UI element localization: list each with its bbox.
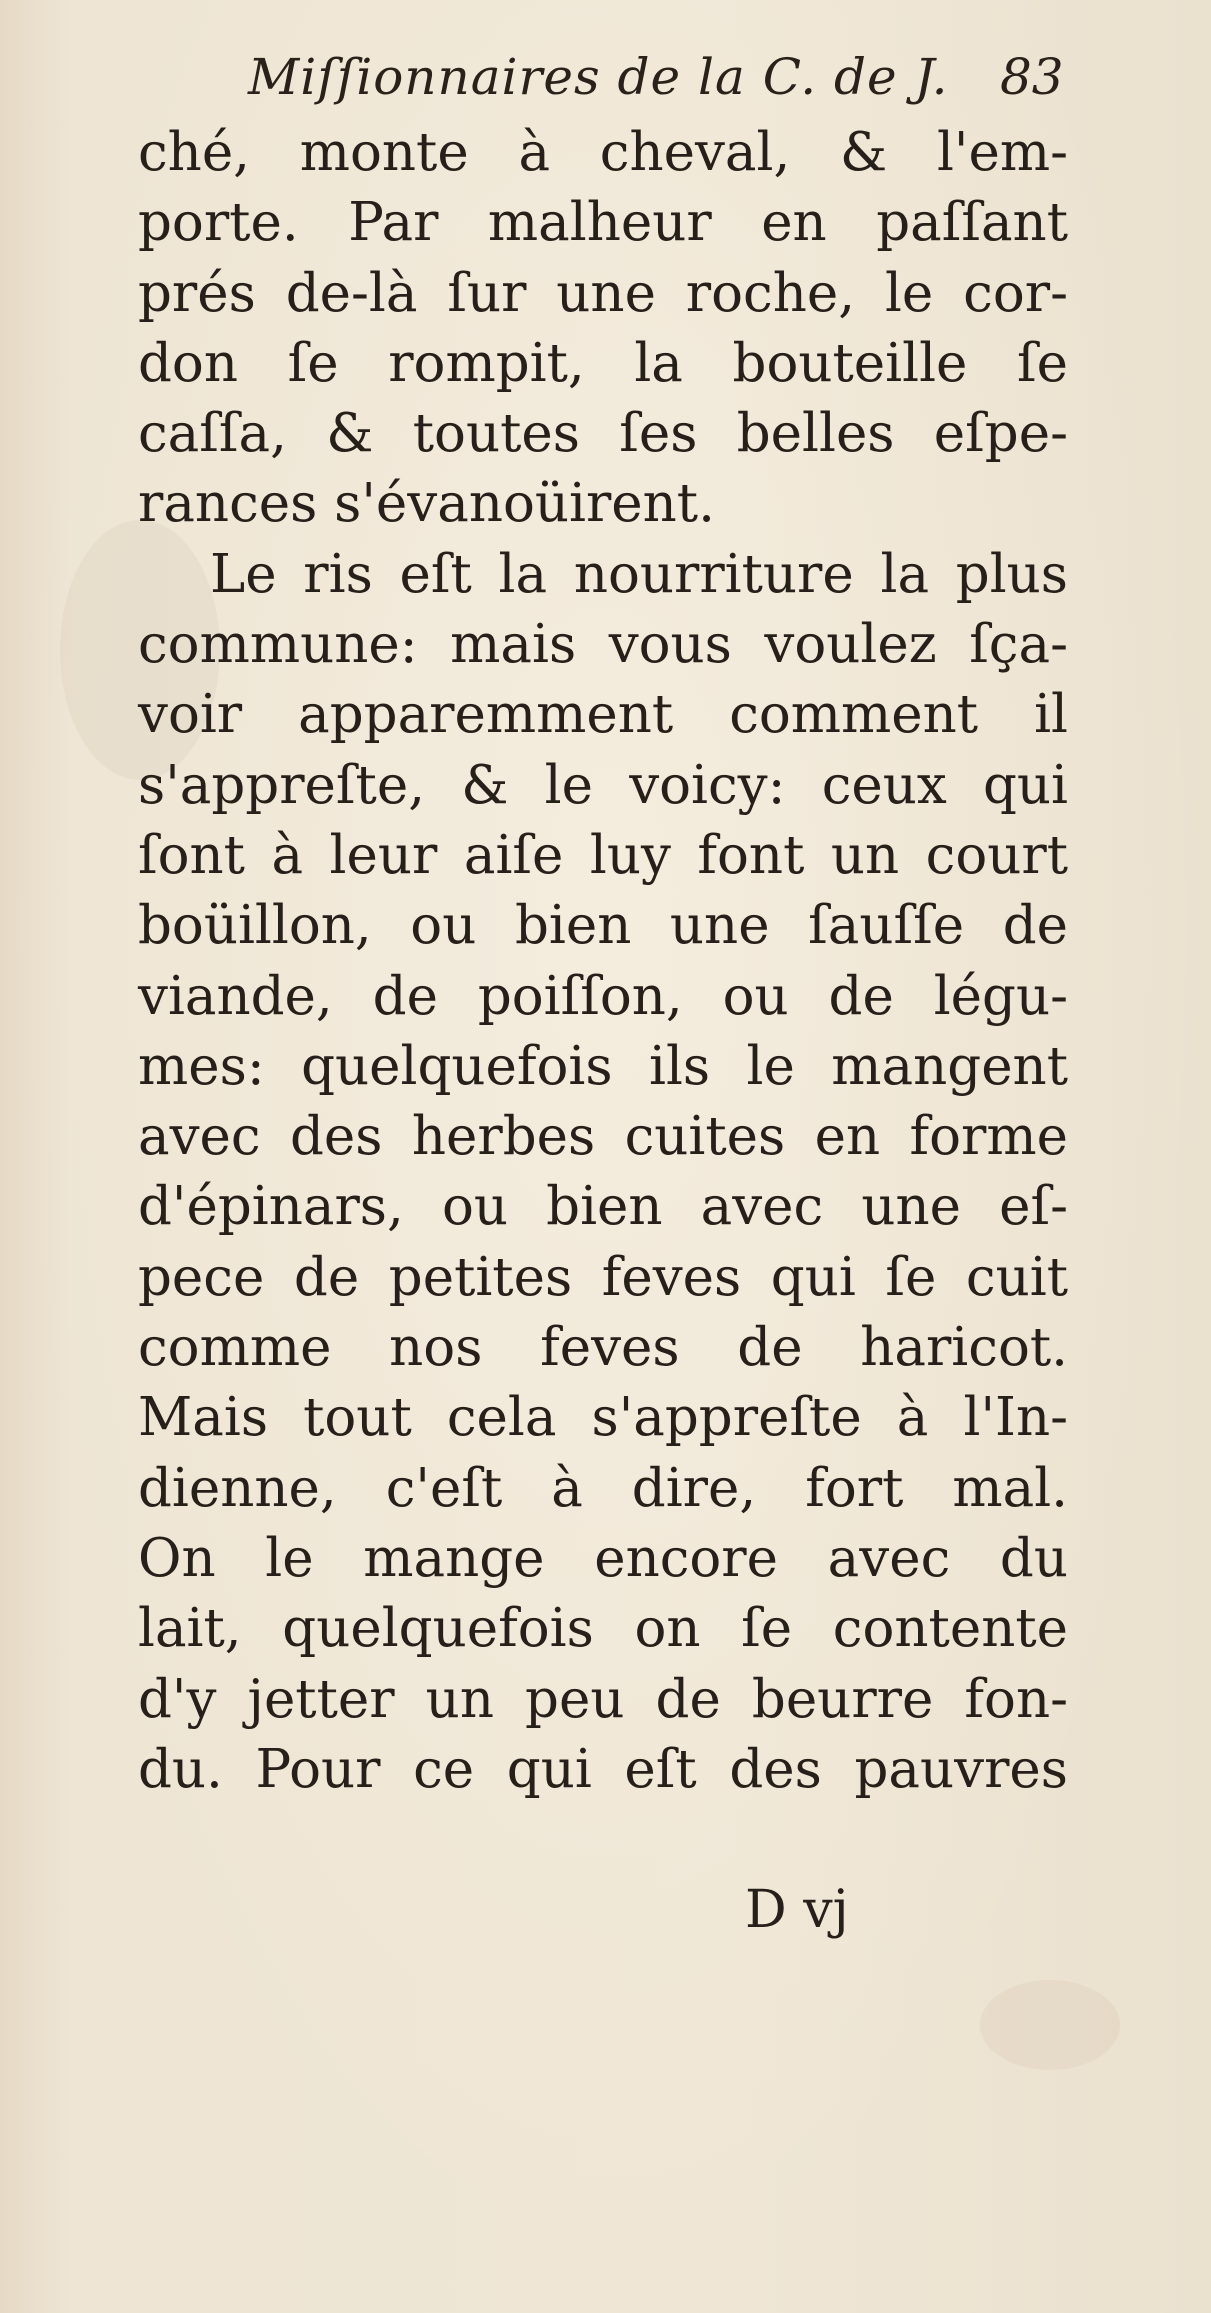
page-header bbox=[0, 48, 1211, 118]
text-line: du. Pour ce qui eſt des pauvres bbox=[138, 1738, 1068, 1800]
text-line: d'épinars, ou bien avec une eſ- bbox=[138, 1176, 1068, 1238]
text-line: On le mange encore avec du bbox=[138, 1527, 1068, 1589]
text-line: prés de-là ſur une roche, le cor- bbox=[138, 262, 1068, 324]
text-line: Le ris eſt la nourriture la plus bbox=[210, 543, 1068, 605]
text-line: Mais tout cela s'appreſte à l'In- bbox=[138, 1387, 1068, 1449]
text-line: commune: mais vous voulez ſça- bbox=[138, 614, 1068, 676]
text-line: caſſa, & toutes ſes belles eſpe- bbox=[138, 403, 1068, 465]
page-number: 83 bbox=[1000, 48, 1064, 106]
text-line: lait, quelquefois on ſe contente bbox=[138, 1598, 1068, 1660]
text-line: boüillon, ou bien une ſauſſe de bbox=[138, 895, 1068, 957]
text-line: mes: quelquefois ils le mangent bbox=[138, 1035, 1068, 1097]
text-line: comme nos feves de haricot. bbox=[138, 1317, 1068, 1379]
paragraph bbox=[138, 118, 1068, 540]
body-text bbox=[138, 118, 1068, 1805]
text-line: rances s'évanoüirent. bbox=[138, 473, 715, 535]
text-line: avec des herbes cuites en forme bbox=[138, 1106, 1068, 1168]
text-line: viande, de poiſſon, ou de légu- bbox=[138, 965, 1068, 1027]
running-head: Miſſionnaires de la C. de J. bbox=[248, 48, 949, 106]
text-line: pece de petites feves qui ſe cuit bbox=[138, 1246, 1068, 1308]
text-line: ché, monte à cheval, & l'em- bbox=[138, 122, 1068, 183]
text-line: d'y jetter un peu de beurre fon- bbox=[138, 1668, 1068, 1730]
text-line: voir apparemment comment il bbox=[138, 684, 1068, 746]
text-line: dienne, c'eſt à dire, fort mal. bbox=[138, 1457, 1068, 1519]
text-line: s'appreſte, & le voicy: ceux qui bbox=[138, 754, 1068, 816]
text-line: porte. Par malheur en paſſant bbox=[138, 192, 1068, 254]
text-line: don ſe rompit, la bouteille ſe bbox=[138, 332, 1068, 394]
signature-mark: D vj bbox=[745, 1880, 849, 1940]
paper-stain bbox=[980, 1980, 1120, 2070]
paragraph bbox=[138, 540, 1068, 1805]
text-line: ſont à leur aiſe luy font un court bbox=[138, 824, 1068, 886]
